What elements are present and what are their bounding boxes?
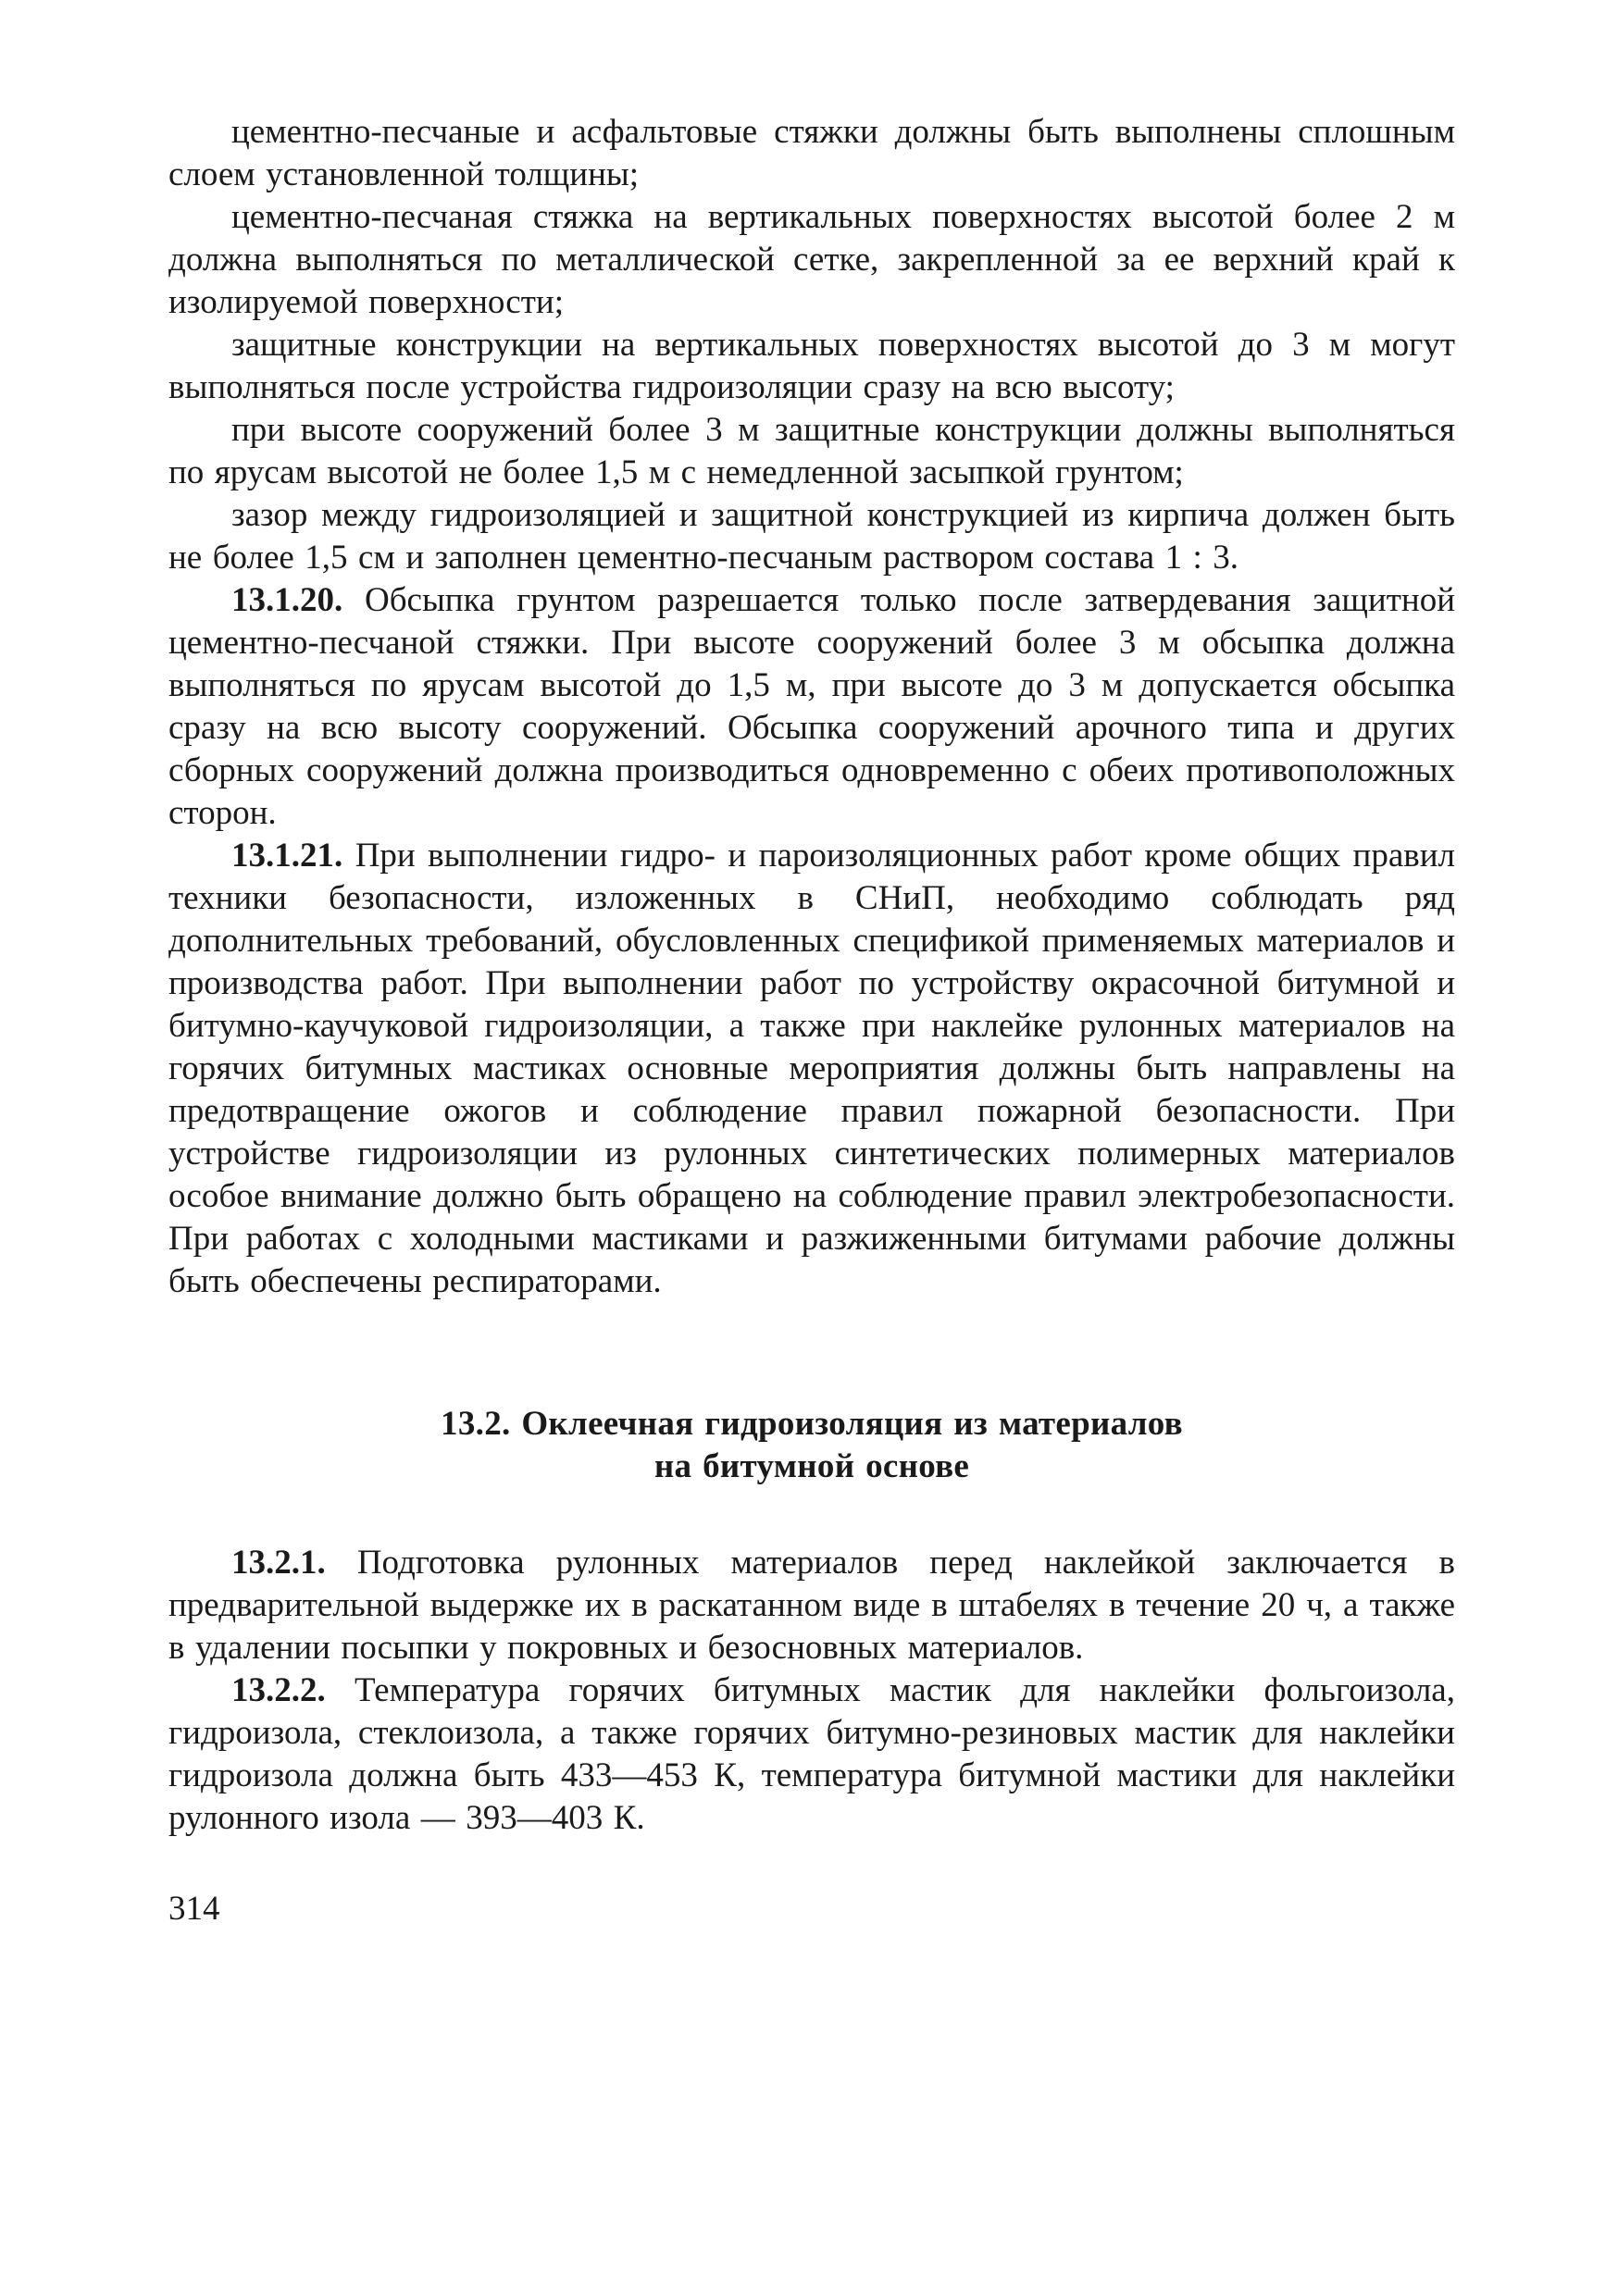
list-item-vertical-screed [168, 196, 1455, 324]
clause-13-1-21 [168, 835, 1455, 1303]
list-item-protective-structures [168, 324, 1455, 409]
paragraph-text: Подготовка рулонных материалов перед наклейкой заключается в предварительной выдержке их в раскатанном виде в штабелях в течение 20 ч, а также в удалении посыпки у покровных и безосновных материалов. [168, 1544, 1455, 1667]
section-heading [168, 1403, 1455, 1488]
section-heading-line-2: на битумной основе [653, 1447, 970, 1485]
clause-number: 13.1.20. [231, 581, 343, 619]
clause-number: 13.2.2. [231, 1671, 326, 1709]
paragraph-text: Температура горячих битумных мастик для наклейки фольгоизола, гидроизола, стеклоизола, а также горячих битумно-резиновых мастик для наклейки гидроизола должна быть 433—453 К, температура битумной мастики для наклейки рулонного изола — 393—403 К. [168, 1671, 1455, 1837]
clause-13-1-20 [168, 579, 1455, 835]
paragraph-text: зазор между гидроизоляцией и защитной конструкцией из кирпича должен быть не более 1,5 см и заполнен цементно-песчаным раствором состава 1 : 3. [168, 496, 1455, 577]
paragraph-text: защитные конструкции на вертикальных поверхностях высотой до 3 м могут выполняться после устройства гидроизоляции сразу на всю высоту; [168, 326, 1455, 406]
paragraph-text: Обсыпка грунтом разрешается только после затвердевания защитной цементно-песчаной стяжки. При высоте сооружений более 3 м обсыпка должна выполняться по ярусам высотой до 1,5 м, при высоте до 3 м допускается обсыпка сразу на всю высоту сооружений. Обсыпка сооружений арочного типа и других сборных сооружений должна производиться одновременно с обеих противоположных сторон. [168, 581, 1455, 832]
list-item-gap [168, 494, 1455, 579]
clause-13-2-2 [168, 1669, 1455, 1840]
clause-number: 13.2.1. [231, 1544, 326, 1582]
section-heading-line-1: 13.2. Оклеечная гидроизоляция из материалов [441, 1405, 1183, 1443]
paragraph-text: цементно-песчаные и асфальтовые стяжки должны быть выполнены сплошным слоем установленной толщины; [168, 113, 1455, 193]
paragraph-text: При выполнении гидро- и пароизоляционных работ кроме общих правил техники безопасности, изложенных в СНиП, необходимо соблюдать ряд дополнительных требований, обусловленных спецификой применяемых материалов и производства работ. При выполнении работ по устройству окрасочной битумной и битумно-каучуковой гидроизоляции, а также при наклейке рулонных материалов на горячих битумных мастиках основные мероприятия должны быть направлены на предотвращение ожогов и соблюдение правил пожарной безопасности. При устройстве гидроизоляции из рулонных синтетических полимерных материалов особое внимание должно быть обращено на соблюдение правил электробезопасности. При работах с холодными мастиками и разжиженными битумами рабочие должны быть обеспечены респираторами. [168, 837, 1455, 1300]
clause-number: 13.1.21. [231, 837, 343, 875]
list-item-tiers [168, 409, 1455, 494]
document-page [168, 111, 1455, 1930]
paragraph-text: цементно-песчаная стяжка на вертикальных поверхностях высотой более 2 м должна выполняться по металлической сетке, закрепленной за ее верхний край к изолируемой поверхности; [168, 198, 1455, 321]
paragraph-text: при высоте сооружений более 3 м защитные конструкции должны выполняться по ярусам высотой не более 1,5 м с немедленной засыпкой грунтом; [168, 411, 1455, 491]
clause-13-2-1 [168, 1542, 1455, 1669]
list-item-screed [168, 111, 1455, 196]
page-number: 314 [168, 1890, 220, 1928]
